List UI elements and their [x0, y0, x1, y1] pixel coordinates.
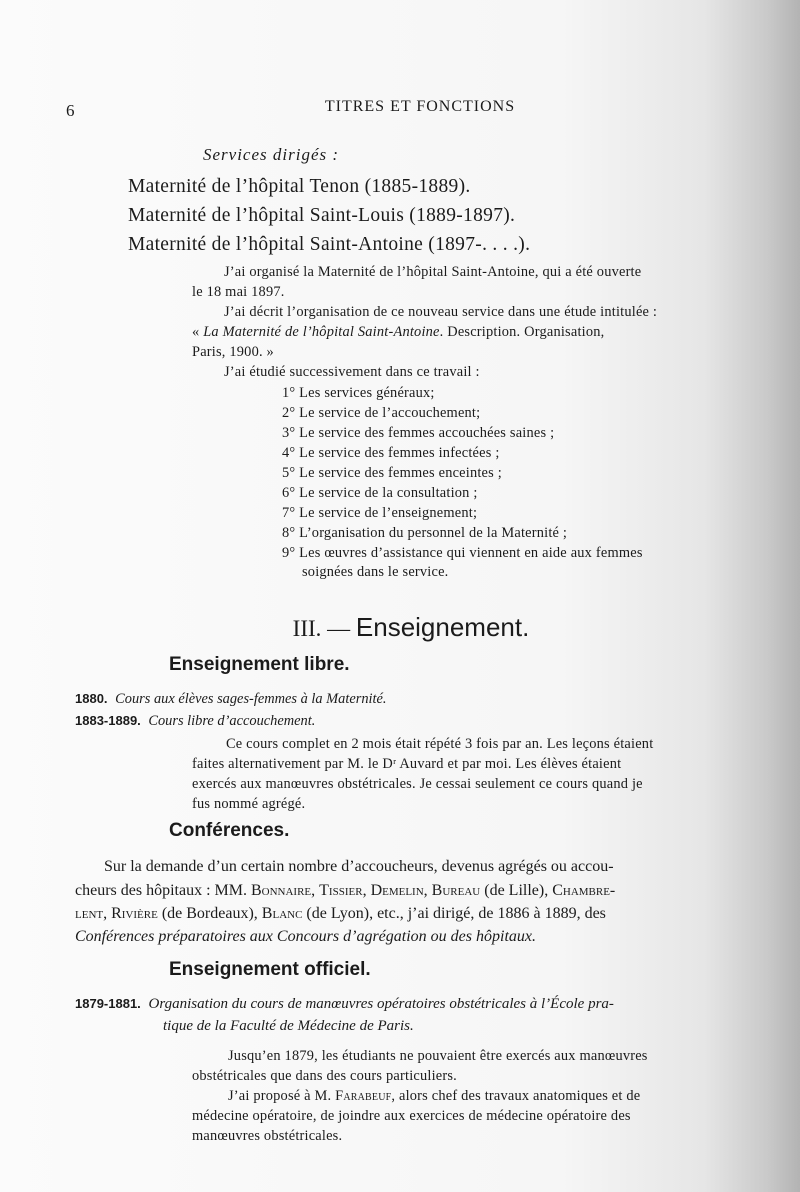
person-name: Rivière	[111, 905, 158, 922]
paragraph-line: le 18 mai 1897.	[192, 284, 285, 300]
text-run: J’ai proposé à M.	[228, 1088, 336, 1104]
list-item: 4° Le service des femmes infectées ;	[282, 445, 500, 461]
study-subtitle: . Description. Organisation,	[439, 324, 605, 340]
list-item: 3° Le service des femmes accouchées saines ;	[282, 425, 555, 441]
paragraph-line: obstétricales que dans des cours particuliers.	[192, 1068, 457, 1084]
entry-1879	[75, 996, 614, 1013]
paragraph-line: J’ai décrit l’organisation de ce nouveau service dans une étude intitulée :	[224, 304, 658, 320]
entry-year: 1883-1889.	[75, 713, 141, 728]
text-run: cheurs des hôpitaux : MM.	[75, 882, 251, 899]
running-title: TITRES ET FONCTIONS	[324, 98, 516, 115]
subheading-officiel: Enseignement officiel.	[169, 959, 371, 980]
section-title: Enseignement.	[355, 612, 530, 642]
list-item: 6° Le service de la consultation ;	[282, 485, 478, 501]
paragraph-line: faites alternativement par M. le Dʳ Auvard et par moi. Les élèves étaient	[192, 756, 622, 772]
service-item: Maternité de l’hôpital Tenon (1885-1889).	[128, 176, 471, 197]
subheading-libre: Enseignement libre.	[169, 654, 350, 675]
person-name: lent	[75, 905, 104, 922]
paragraph-line: Ce cours complet en 2 mois était répété 3 fois par an. Les leçons étaient	[226, 736, 654, 752]
list-item: 8° L’organisation du personnel de la Maternité ;	[282, 525, 568, 541]
section-numeral: III. —	[292, 616, 356, 641]
paragraph-line: manœuvres obstétricales.	[192, 1128, 343, 1144]
person-name: Demelin	[370, 882, 424, 899]
entry-text: Organisation du cours de manœuvres opératoires obstétricales à l’École pra-	[148, 996, 614, 1012]
entry-text-continuation: tique de la Faculté de Médecine de Paris.	[163, 1018, 414, 1034]
paragraph-line: cheurs des hôpitaux : MM. Bonnaire, Tissier, Demelin, Bureau (de Lille), Chambre-	[75, 882, 616, 899]
list-item: 9° Les œuvres d’assistance qui viennent en aide aux femmes	[282, 545, 643, 561]
paragraph-line: médecine opératoire, de joindre aux exercices de médecine opératoire des	[192, 1108, 631, 1124]
person-name: Tissier	[319, 882, 363, 899]
service-item: Maternité de l’hôpital Saint-Louis (1889-1897).	[128, 205, 516, 226]
entry-year: 1879-1881.	[75, 996, 141, 1011]
list-item: 7° Le service de l’enseignement;	[282, 505, 478, 521]
list-item: 1° Les services généraux;	[282, 385, 435, 401]
paragraph-line: fus nommé agrégé.	[192, 796, 306, 812]
services-title: Services dirigés :	[203, 145, 340, 164]
person-name: Bureau	[431, 882, 481, 899]
list-item: 2° Le service de l’accouchement;	[282, 405, 481, 421]
paragraph-line: J’ai étudié successivement dans ce travail :	[224, 364, 480, 380]
entry-text: Cours libre d’accouchement.	[148, 713, 316, 729]
study-title: La Maternité de l’hôpital Saint-Antoine	[203, 324, 440, 340]
text-run: , alors chef des travaux anatomiques et de	[391, 1088, 641, 1104]
paragraph-line	[228, 1088, 640, 1105]
entry-1880	[75, 691, 387, 708]
section-heading	[0, 612, 800, 643]
person-name: Chambre-	[552, 882, 616, 899]
quote-open: «	[192, 324, 204, 340]
person-name: Blanc	[261, 905, 303, 922]
person-name: Farabeuf	[335, 1088, 392, 1104]
text-run: (de Lille),	[480, 882, 553, 899]
paragraph-line: Jusqu’en 1879, les étudiants ne pouvaient être exercés aux manœuvres	[228, 1048, 648, 1064]
paragraph-line: Conférences préparatoires aux Concours d’agrégation ou des hôpitaux.	[75, 928, 536, 945]
text-run: (de Lyon), etc., j’ai dirigé, de 1886 à 1889, des	[302, 905, 606, 922]
service-item: Maternité de l’hôpital Saint-Antoine (1897-. . . .).	[128, 234, 531, 255]
paragraph-line: lent, Rivière (de Bordeaux), Blanc (de Lyon), etc., j’ai dirigé, de 1886 à 1889, des	[75, 905, 606, 922]
paragraph-line	[192, 324, 604, 341]
list-item: 5° Le service des femmes enceintes ;	[282, 465, 502, 481]
subheading-conferences: Conférences.	[169, 820, 290, 841]
paragraph-line: Sur la demande d’un certain nombre d’accoucheurs, devenus agrégés ou accou-	[104, 858, 614, 875]
paragraph-line: exercés aux manœuvres obstétricales. Je cessai seulement ce cours quand je	[192, 776, 643, 792]
page-number: 6	[66, 101, 75, 120]
paragraph-line: Paris, 1900. »	[192, 344, 274, 360]
entry-1883	[75, 713, 315, 730]
list-item-continuation: soignées dans le service.	[302, 564, 449, 580]
entry-text: Cours aux élèves sages-femmes à la Maternité.	[115, 691, 387, 707]
paragraph-line: J’ai organisé la Maternité de l’hôpital Saint-Antoine, qui a été ouverte	[224, 264, 642, 280]
text-run: (de Bordeaux),	[157, 905, 262, 922]
entry-year: 1880.	[75, 691, 108, 706]
person-name: Bonnaire	[250, 882, 312, 899]
